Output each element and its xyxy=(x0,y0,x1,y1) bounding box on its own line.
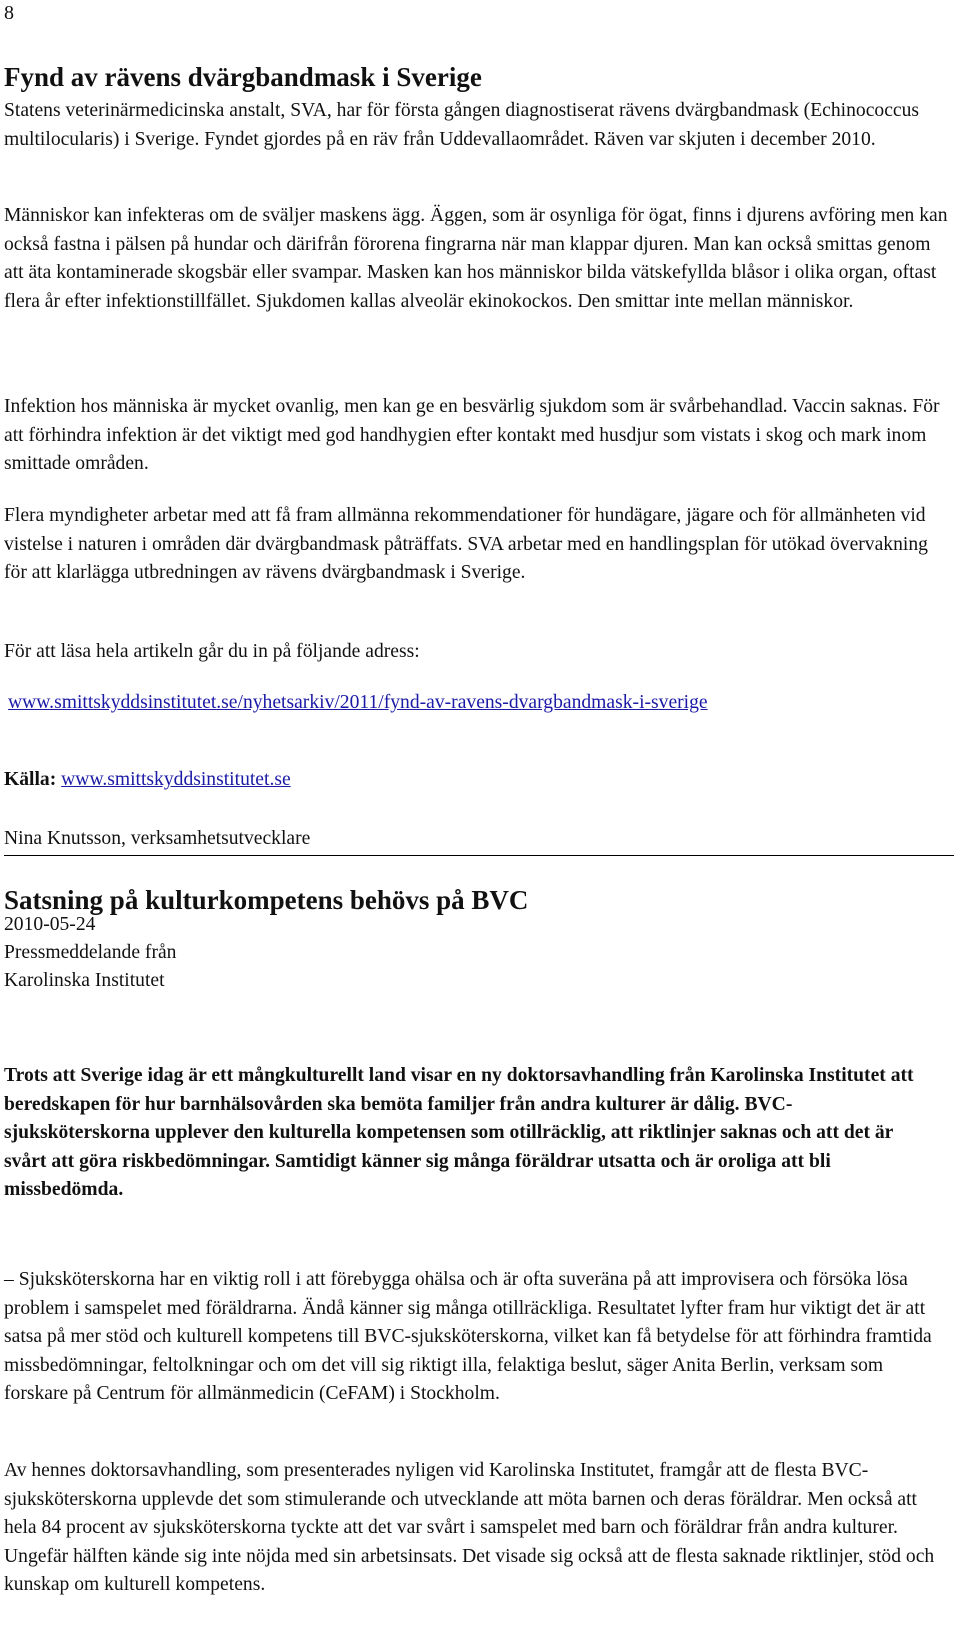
article-intro-paragraph: Statens veterinärmedicinska anstalt, SVA, har för första gången diagnostiserat rävens dvärgbandmask (Echinococcus multilocularis) i Sverige. Fyndet gjordes på en räv från Uddevallaområdet. Räven var skjuten i december 2010. xyxy=(4,100,920,150)
article-link-row xyxy=(8,689,953,718)
article2-title: Satsning på kulturkompetens behövs på BVC xyxy=(4,885,529,915)
read-more-paragraph: För att läsa hela artikeln går du in på följande adress: xyxy=(4,641,420,662)
source-line xyxy=(4,769,291,791)
prevention-paragraph: Infektion hos människa är mycket ovanlig, men kan ge en besvärlig sjukdom som är svårbehandlad. Vaccin saknas. För att förhindra infektion är det viktigt med god handhygien efter kontakt med husdjur som vistats i skog och mark inom smittade områden. xyxy=(4,396,940,474)
authorities-paragraph: Flera myndigheter arbetar med att få fram allmänna rekommendationer för hundägare, jägare och för allmänheten vid vistelse i naturen i områden där dvärgbandmask påträffats. SVA arbetar med en handlingsplan för utökad övervakning för att klarlägga utbredningen av rävens dvärgbandmask i Sverige. xyxy=(4,505,928,583)
press-release-source: Karolinska Institutet xyxy=(4,970,165,991)
press-release-line: Pressmeddelande från xyxy=(4,942,177,963)
article2-date: 2010-05-24 xyxy=(4,914,96,935)
article2-lead: Trots att Sverige idag är ett mångkulturellt land visar en ny doktorsavhandling från Karolinska Institutet att beredskapen för hur barnhälsovården ska bemöta familjer från andra kulturer är dålig. BVC-sjuksköterskorna upplever den kulturella kompetensen som otillräcklig, att riktlinjer saknas och att det är svårt att göra riskbedömningar. Samtidigt känner sig många föräldrar utsatta och är oroliga att bli missbedömda. xyxy=(4,1065,914,1200)
section-divider xyxy=(4,855,954,856)
source-link[interactable]: www.smittskyddsinstitutet.se xyxy=(61,769,291,790)
article2-quote-paragraph: – Sjuksköterskorna har en viktig roll i att förebygga ohälsa och är ofta suveräna på att improvisera och försöka lösa problem i samspelet med föräldrarna. Ändå känner sig många otillräckliga. Resultatet lyfter fram hur viktigt det är att satsa på mer stöd och kulturell kompetens till BVC-sjuksköterskorna, vilket kan få betydelse för att förhindra framtida missbedömningar, feltolkningar och om det vill sig riktigt illa, felaktiga beslut, säger Anita Berlin, verksam som forskare på Centrum för allmänmedicin (CeFAM) i Stockholm. xyxy=(4,1269,932,1404)
article-link[interactable]: www.smittskyddsinstitutet.se/nyhetsarkiv/2011/fynd-av-ravens-dvargbandmask-i-sverige xyxy=(8,692,708,713)
author-line: Nina Knutsson, verksamhetsutvecklare xyxy=(4,828,311,849)
page-number: 8 xyxy=(4,2,14,24)
article-title: Fynd av rävens dvärgbandmask i Sverige xyxy=(4,62,482,92)
infection-paragraph: Människor kan infekteras om de sväljer maskens ägg. Äggen, som är osynliga för ögat, finns i djurens avföring men kan också fastna i pälsen på hundar och därifrån förorena fingrarna när man klappar djuren. Man kan också smittas genom att äta kontaminerade skogsbär eller svampar. Masken kan hos människor bilda vätskefyllda blåsor i olika organ, oftast flera år efter infektionstillfället. Sjukdomen kallas alveolär ekinokockos. Den smittar inte mellan människor. xyxy=(4,205,948,312)
article2-findings-paragraph: Av hennes doktorsavhandling, som presenterades nyligen vid Karolinska Institutet, framgår att de flesta BVC-sjuksköterskorna upplevde det som stimulerande och utvecklande att möta barnen och deras föräldrar. Men också att hela 84 procent av sjuksköterskorna tyckte att det var svårt i samspelet med barn och föräldrar från andra kulturer. Ungefär hälften kände sig inte nöjda med sin arbetsinsats. Det visade sig också att de flesta saknade riktlinjer, stöd och kunskap om kulturell kompetens. xyxy=(4,1460,935,1595)
source-label: Källa: xyxy=(4,769,57,790)
